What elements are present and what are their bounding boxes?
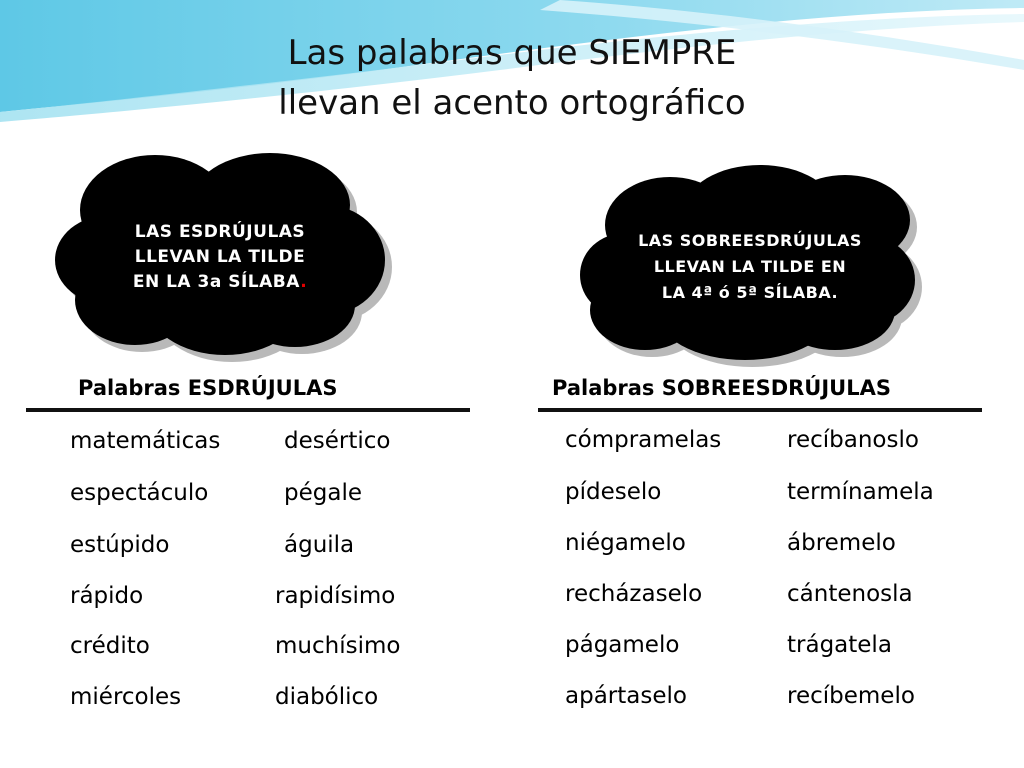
cloud-esdrujulas-line-2: LLEVAN LA TILDE	[134, 247, 306, 267]
esdrujulas-word: miércoles	[70, 684, 182, 710]
title-line-1: Las palabras que SIEMPRE	[287, 33, 737, 73]
header-sobreesdrujulas: Palabras SOBREESDRÚJULAS	[552, 376, 891, 400]
sobreesdrujulas-word: recíbanoslo	[787, 427, 919, 453]
esdrujulas-word: diabólico	[275, 684, 379, 710]
sobreesdrujulas-word: apártaselo	[565, 683, 687, 709]
title-line-2: llevan el acento ortográfico	[278, 83, 746, 123]
sobreesdrujulas-word: cómpramelas	[565, 427, 722, 453]
cloud-sobreesdrujulas-line-1: LAS SOBREESDRÚJULAS	[638, 231, 862, 250]
esdrujulas-word: matemáticas	[70, 428, 221, 454]
cloud-sobreesdrujulas-line-2: LLEVAN LA TILDE EN	[653, 257, 847, 276]
esdrujulas-word: desértico	[284, 428, 391, 454]
esdrujulas-word: muchísimo	[275, 633, 401, 659]
sobreesdrujulas-word: trágatela	[787, 632, 892, 658]
sobreesdrujulas-word: niégamelo	[565, 530, 686, 556]
esdrujulas-word: espectáculo	[70, 480, 209, 506]
sobreesdrujulas-word: págamelo	[565, 632, 680, 658]
cloud-esdrujulas-line-3-text: EN LA 3a SÍLABA	[132, 272, 301, 292]
rule-esdrujulas	[26, 408, 470, 412]
cloud-sobreesdrujulas-line-3: LA 4ª ó 5ª SÍLABA.	[661, 283, 839, 302]
cloud-esdrujulas	[55, 150, 400, 365]
esdrujulas-word: pégale	[284, 480, 362, 506]
red-period: .	[300, 272, 308, 292]
cloud-esdrujulas-line-1: LAS ESDRÚJULAS	[134, 222, 306, 242]
rule-sobreesdrujulas	[538, 408, 982, 412]
esdrujulas-word: rápido	[70, 583, 144, 609]
esdrujulas-word: águila	[284, 532, 355, 558]
cloud-esdrujulas-line-3	[95, 270, 345, 295]
sobreesdrujulas-word: pídeselo	[565, 479, 662, 505]
sobreesdrujulas-word: cántenosla	[787, 581, 913, 607]
esdrujulas-word: crédito	[70, 633, 150, 659]
esdrujulas-word: rapidísimo	[275, 583, 396, 609]
sobreesdrujulas-word: recíbemelo	[787, 683, 915, 709]
cloud-sobreesdrujulas-text	[600, 228, 900, 306]
esdrujulas-word: estúpido	[70, 532, 170, 558]
slide-title	[0, 28, 1024, 128]
sobreesdrujulas-word: recházaselo	[565, 581, 703, 607]
cloud-sobreesdrujulas	[575, 160, 930, 370]
sobreesdrujulas-word: termínamela	[787, 479, 934, 505]
cloud-esdrujulas-text	[95, 220, 345, 295]
header-esdrujulas: Palabras ESDRÚJULAS	[78, 376, 338, 400]
sobreesdrujulas-word: ábremelo	[787, 530, 896, 556]
